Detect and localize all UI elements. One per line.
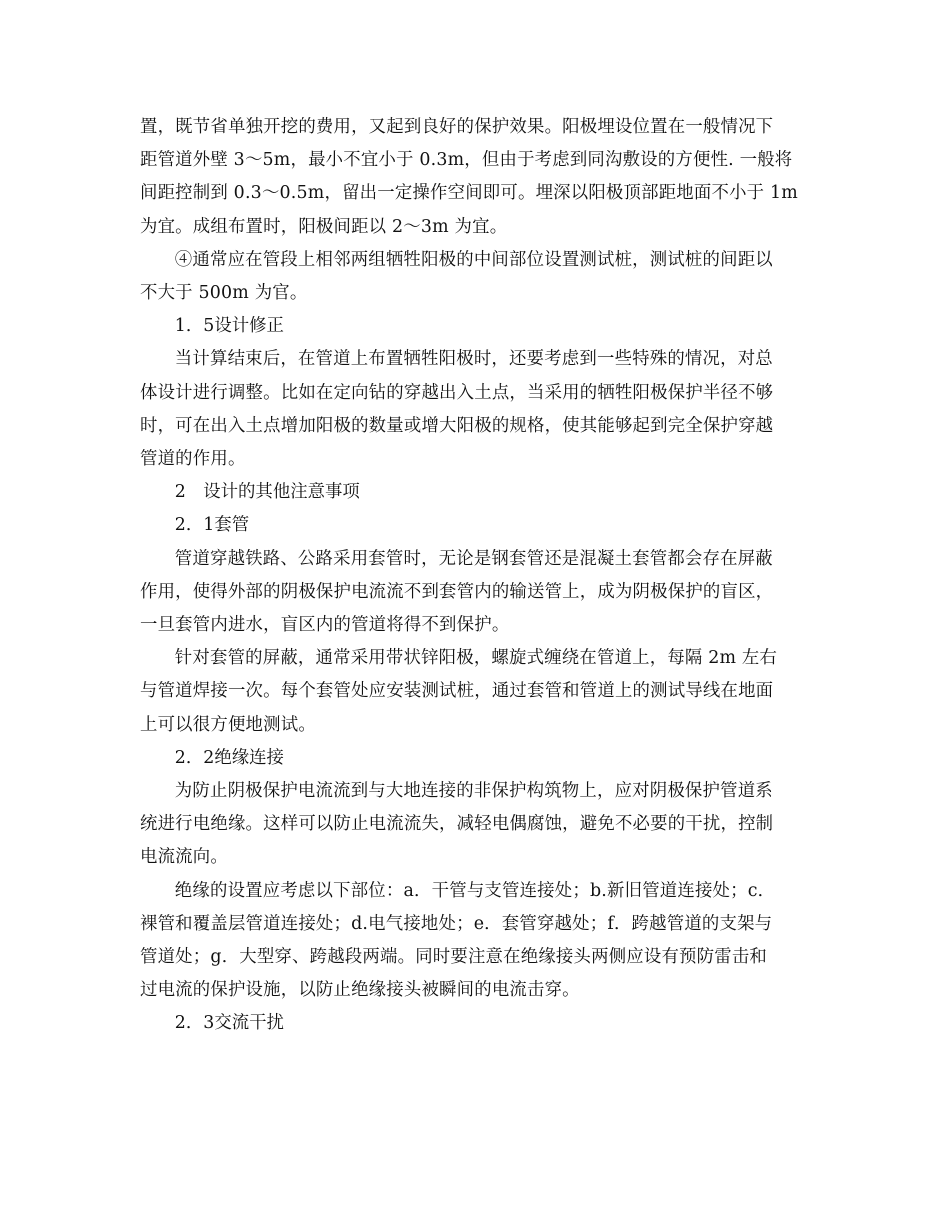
text-line: 管道处；g．大型穿、跨越段两端。同时要注意在绝缘接头两侧应设有预防雷击和 xyxy=(140,947,768,968)
text-line: 2．3交流干扰 xyxy=(174,1013,284,1034)
body-paragraph xyxy=(140,775,815,875)
text-line: 2 设计的其他注意事项 xyxy=(174,482,360,503)
text-line: 为宜。成组布置时，阳极间距以 2～3m 为宜。 xyxy=(140,216,508,237)
body-paragraph xyxy=(140,244,815,310)
text-line: 间距控制到 0.3～0.5m，留出一定操作空间即可。埋深以阳极顶部距地面不小于 1m xyxy=(140,183,798,204)
text-line: 体设计进行调整。比如在定向钻的穿越出入土点，当采用的牺牲阳极保护半径不够 xyxy=(140,382,774,403)
text-line: 1．5设计修正 xyxy=(174,316,284,337)
body-paragraph xyxy=(140,343,815,476)
text-line: 与管道焊接一次。每个套管处应安装测试桩，通过套管和管道上的测试导线在地面 xyxy=(140,681,774,702)
text-line: 绝缘的设置应考虑以下部位：a．干管与支管连接处；b.新旧管道连接处；c． xyxy=(174,880,776,901)
text-line: 为防止阴极保护电流流到与大地连接的非保护构筑物上，应对阴极保护管道系 xyxy=(174,781,773,802)
text-line: 电流流向。 xyxy=(140,847,228,868)
text-line: 2．1套管 xyxy=(174,515,250,536)
text-line: ④通常应在管段上相邻两组牺牲阳极的中间部位设置测试桩，测试桩的间距以 xyxy=(174,249,773,270)
text-line: 一旦套管内进水，盲区内的管道将得不到保护。 xyxy=(140,615,510,636)
text-line: 距管道外壁 3～5m，最小不宜小于 0.3m，但由于考虑到同沟敷设的方便性. 一般将 xyxy=(140,150,793,171)
body-paragraph-continued xyxy=(140,111,815,244)
body-paragraph xyxy=(140,543,815,643)
text-line: 统进行电绝缘。这样可以防止电流流失，减轻电偶腐蚀，避免不必要的干扰，控制 xyxy=(140,814,774,835)
text-line: 管道的作用。 xyxy=(140,449,246,470)
text-line: 置，既节省单独开挖的费用，又起到良好的保护效果。阳极埋设位置在一般情况下 xyxy=(140,117,774,137)
text-line: 2．2绝缘连接 xyxy=(174,747,284,768)
section-heading xyxy=(140,509,815,542)
text-line: 当计算结束后，在管道上布置牺牲阳极时，还要考虑到一些特殊的情况，对总 xyxy=(174,349,773,370)
text-line: 管道穿越铁路、公路采用套管时，无论是钢套管还是混凝土套管都会存在屏蔽 xyxy=(174,548,773,569)
section-heading xyxy=(140,476,815,509)
section-heading xyxy=(140,310,815,343)
text-line: 不大于 500m 为官。 xyxy=(140,283,308,304)
body-paragraph xyxy=(140,642,815,742)
text-line: 作用，使得外部的阴极保护电流流不到套管内的输送管上，成为阴极保护的盲区， xyxy=(140,581,774,602)
section-heading xyxy=(140,742,815,775)
text-line: 上可以很方便地测试。 xyxy=(140,714,316,735)
text-line: 裸管和覆盖层管道连接处；d.电气接地处；e．套管穿越处；f．跨越管道的支架与 xyxy=(140,913,773,934)
text-line: 过电流的保护设施，以防止绝缘接头被瞬间的电流击穿。 xyxy=(140,980,580,1001)
text-line: 时，可在出入土点增加阳极的数量或增大阳极的规格，使其能够起到完全保护穿越 xyxy=(140,415,774,436)
text-line: 针对套管的屏蔽，通常采用带状锌阳极，螺旋式缠绕在管道上，每隔 2m 左右 xyxy=(174,648,778,669)
section-heading xyxy=(140,1007,815,1040)
body-paragraph xyxy=(140,875,815,1008)
document-body xyxy=(140,111,815,1041)
